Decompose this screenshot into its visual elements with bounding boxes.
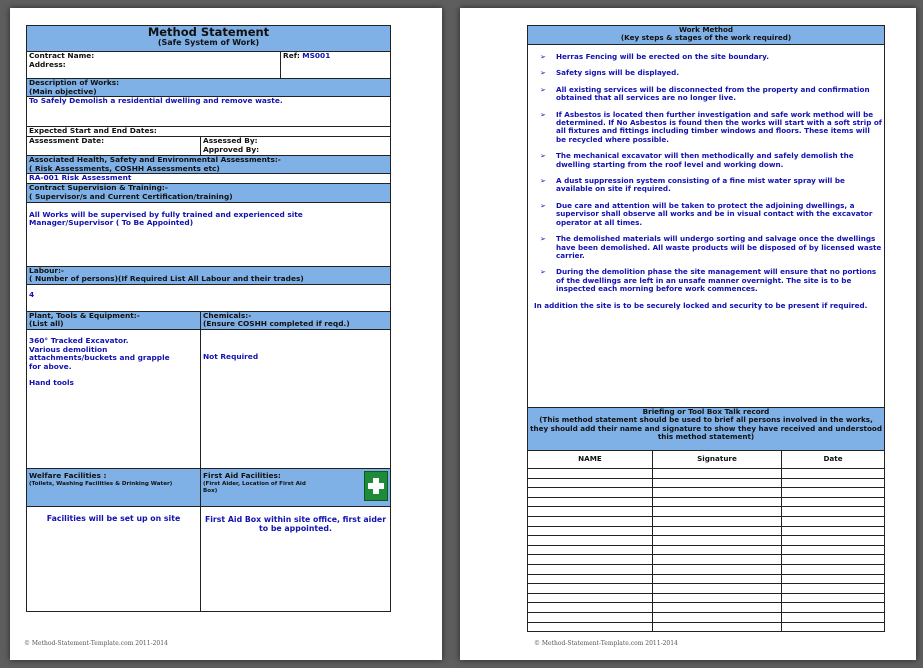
document-header [27, 26, 391, 52]
description-sub: (Main objective) [29, 86, 97, 96]
work-method-table [527, 25, 885, 632]
register-row [528, 574, 885, 584]
register-row [528, 584, 885, 594]
assessed-by-label: Assessed By: [203, 136, 258, 146]
supervision-label: Contract Supervision & Training:- [29, 183, 168, 193]
hs-value: RA-001 Risk Assessment [27, 174, 391, 184]
register-row [528, 526, 885, 536]
register-row [528, 555, 885, 565]
dates-label: Expected Start and End Dates: [27, 127, 391, 137]
date-column-header: Date [782, 451, 885, 469]
firstaid-value: First Aid Box within site office, first aider to be appointed. [201, 506, 391, 611]
plant-value [27, 329, 201, 468]
briefing-header [528, 408, 885, 451]
plant-item: Various demolition attachments/buckets and grapple for above. [29, 344, 170, 371]
register-row [528, 545, 885, 555]
welfare-sub: (Toilets, Washing Facilities & Drinking Water) [29, 480, 173, 487]
document-title: Method Statement [147, 25, 270, 39]
page-footer: © Method-Statement-Template.com 2011-2014 [24, 640, 168, 647]
register-row [528, 469, 885, 479]
firstaid-label: First Aid Facilities: [203, 470, 281, 480]
labour-label: Labour:- [29, 266, 64, 275]
work-method-header [528, 26, 885, 45]
welfare-label: Welfare Facilities : [29, 470, 107, 480]
address-label: Address: [29, 59, 66, 69]
steps-list [528, 53, 884, 294]
register-row [528, 622, 885, 632]
labour-value: 4 [27, 284, 391, 311]
register-row [528, 612, 885, 622]
document-subtitle: (Safe System of Work) [157, 38, 260, 47]
register-row [528, 603, 885, 613]
description-header [27, 79, 391, 97]
method-statement-page [10, 8, 442, 660]
description-label: Description of Works: [29, 78, 120, 87]
contract-name-label: Contract Name: [29, 51, 95, 60]
chemicals-value: Not Required [201, 329, 391, 468]
chemicals-header [201, 311, 391, 329]
register-row [528, 516, 885, 526]
supervision-sub: ( Supervisor/s and Current Certification/training) [29, 191, 233, 201]
work-method-subtitle: (Key steps & stages of the work required) [620, 33, 792, 43]
supervision-header [27, 184, 391, 202]
step-item: ➢ A dust suppression system consisting of a fine mist water spray will be available on site if required. [536, 177, 882, 194]
hs-label: Associated Health, Safety and Environmental Assessments:- [29, 155, 281, 165]
register-row [528, 536, 885, 546]
register-row [528, 478, 885, 488]
description-value: To Safely Demolish a residential dwelling and remove waste. [27, 97, 391, 127]
signature-column-header: Signature [653, 451, 782, 469]
step-item: ➢ The mechanical excavator will then methodically and safely demolish the dwelling starting from the roof level and working down. [536, 152, 882, 169]
register-row [528, 507, 885, 517]
hs-sub: ( Risk Assessments, COSHH Assessments etc) [29, 163, 220, 173]
chemicals-sub: (Ensure COSHH completed if reqd.) [203, 319, 350, 329]
register-row [528, 488, 885, 498]
step-item: ➢ If Asbestos is located then further investigation and safe work method will be determined. If No Asbestos is found then the works will start with a soft strip of all fixtures and fittings including timber windows and floors. These items will be recycled where possible. [536, 111, 882, 145]
page-footer: © Method-Statement-Template.com 2011-2014 [534, 640, 678, 647]
register-row [528, 497, 885, 507]
step-item: ➢ Due care and attention will be taken to protect the adjoining dwellings, a supervisor shall observe all works and be in visual contact with the excavator operator at all times. [536, 202, 882, 227]
step-item: ➢ The demolished materials will undergo sorting and salvage once the dwellings have been demolished. All waste products will be disposed of by licensed waste carrier. [536, 235, 882, 260]
firstaid-sub: (First Aider, Location of First Aid Box) [203, 480, 306, 494]
closing-note: In addition the site is to be securely locked and security to be present if required. [534, 300, 868, 310]
ref-value: MS001 [302, 51, 331, 60]
work-method-title: Work Method [678, 25, 734, 34]
step-item: ➢ During the demolition phase the site management will ensure that no portions of the dwellings are left in an unsafe manner overnight. The site is to be inspected each morning before work commences. [536, 268, 882, 293]
contract-cell [27, 52, 281, 79]
supervision-value: All Works will be supervised by fully trained and experienced site Manager/Supervisor ( To Be Appointed) [27, 202, 391, 266]
labour-sub: ( Number of persons)(If Required List All Labour and their trades) [29, 274, 304, 284]
welfare-value: Facilities will be set up on site [27, 506, 201, 611]
step-item: ➢ All existing services will be disconnected from the property and confirmation obtained that all services are no longer live. [536, 86, 882, 103]
step-item: ➢ Herras Fencing will be erected on the site boundary. [536, 53, 882, 61]
assessed-cell [201, 137, 391, 156]
firstaid-header [201, 468, 391, 506]
first-aid-icon [364, 471, 388, 501]
plant-sub: (List all) [29, 319, 64, 329]
name-column-header: NAME [528, 451, 653, 469]
plant-item: 360° Tracked Excavator. [29, 335, 129, 345]
plant-label: Plant, Tools & Equipment:- [29, 311, 140, 320]
briefing-text: (This method statement should be used to brief all persons involved in the works, they should add their name and signature to show they have received and understood this method statement) [530, 415, 882, 442]
method-statement-table [26, 25, 391, 612]
approved-by-label: Approved By: [203, 144, 260, 154]
work-method-page [460, 8, 916, 660]
hs-header [27, 156, 391, 174]
chemicals-label: Chemicals:- [203, 311, 252, 320]
plant-item: Hand tools [29, 378, 74, 388]
labour-header [27, 266, 391, 284]
steps-cell [528, 45, 885, 408]
welfare-header [27, 468, 201, 506]
register-row [528, 593, 885, 603]
assessment-date-label: Assessment Date: [27, 137, 201, 156]
ref-cell [281, 52, 391, 79]
plant-header [27, 311, 201, 329]
ref-label: Ref: [283, 51, 300, 60]
step-item: ➢ Safety signs will be displayed. [536, 69, 882, 77]
register-row [528, 564, 885, 574]
briefing-title: Briefing or Tool Box Talk record [642, 407, 770, 416]
